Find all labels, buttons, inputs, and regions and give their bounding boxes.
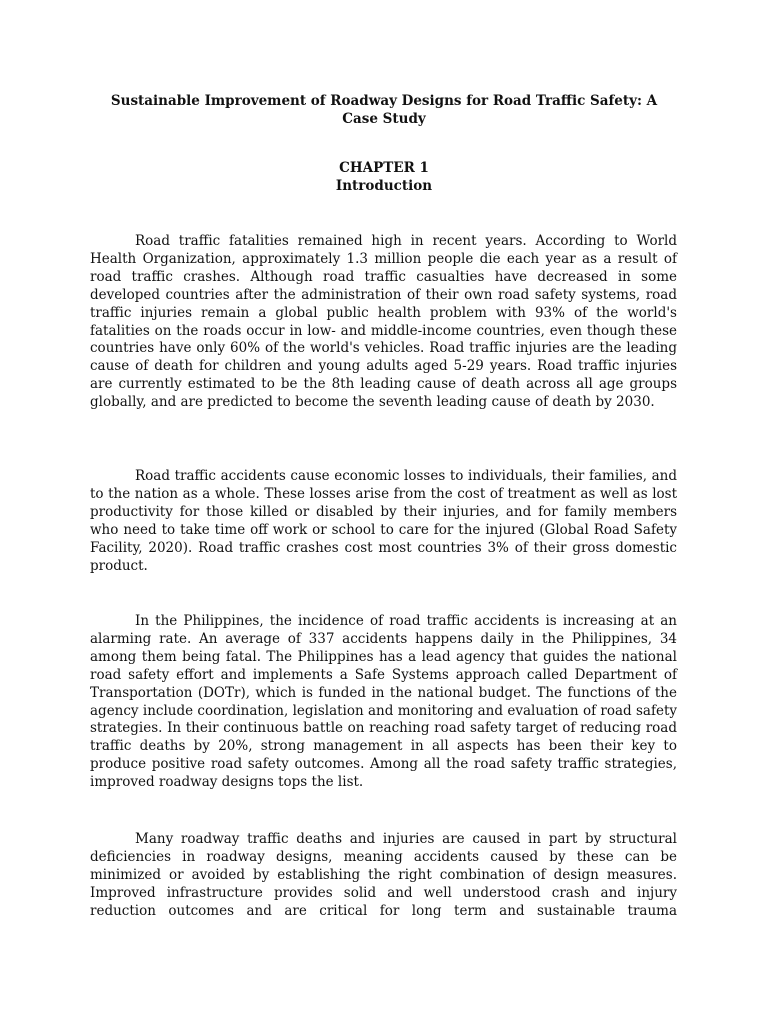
chapter-number: CHAPTER 1 xyxy=(339,160,429,176)
body-paragraph: Many roadway traffic deaths and injuries are caused in part by structural deficiencies in roadway designs, meaning accidents caused by these can be minimized or avoided by establishing the right combination of design measures. Improved infrastructure provides solid and well understood crash and injury reduction outcomes and are critical for long term and sustainable trauma xyxy=(90,831,677,919)
body-paragraph: Road traffic fatalities remained high in recent years. According to World Health Organization, approximately 1.3 million people die each year as a result of road traffic crashes. Although road traffic casualties have decreased in some developed countries after the administration of their own road safety systems, road traffic injuries remain a global public health problem with 93% of the world's fatalities on the roads occur in low- and middle-income countries, even though these countries have only 60% of the world's vehicles. Road traffic injuries are the leading cause of death for children and young adults aged 5-29 years. Road traffic injuries are currently estimated to be the 8th leading cause of death across all age groups globally, and are predicted to become the seventh leading cause of death by 2030. xyxy=(90,233,677,411)
body-paragraph: Road traffic accidents cause economic losses to individuals, their families, and to the nation as a whole. These losses arise from the cost of treatment as well as lost productivity for those killed or disabled by their injuries, and for family members who need to take time off work or school to care for the injured (Global Road Safety Facility, 2020). Road traffic crashes cost most countries 3% of their gross domestic product. xyxy=(90,468,677,574)
document-title: Sustainable Improvement of Roadway Designs for Road Traffic Safety: A Case Study xyxy=(110,93,658,127)
chapter-heading xyxy=(0,159,768,195)
chapter-title: Introduction xyxy=(335,178,433,194)
body-paragraph: In the Philippines, the incidence of road traffic accidents is increasing at an alarming rate. An average of 337 accidents happens daily in the Philippines, 34 among them being fatal. The Philippines has a lead agency that guides the national road safety effort and implements a Safe Systems approach called Department of Transportation (DOTr), which is funded in the national budget. The functions of the agency include coordination, legislation and monitoring and evaluation of road safety strategies. In their continuous battle on reaching road safety target of reducing road traffic deaths by 20%, strong management in all aspects has been their key to produce positive road safety outcomes. Among all the road safety traffic strategies, improved roadway designs tops the list. xyxy=(90,613,677,791)
